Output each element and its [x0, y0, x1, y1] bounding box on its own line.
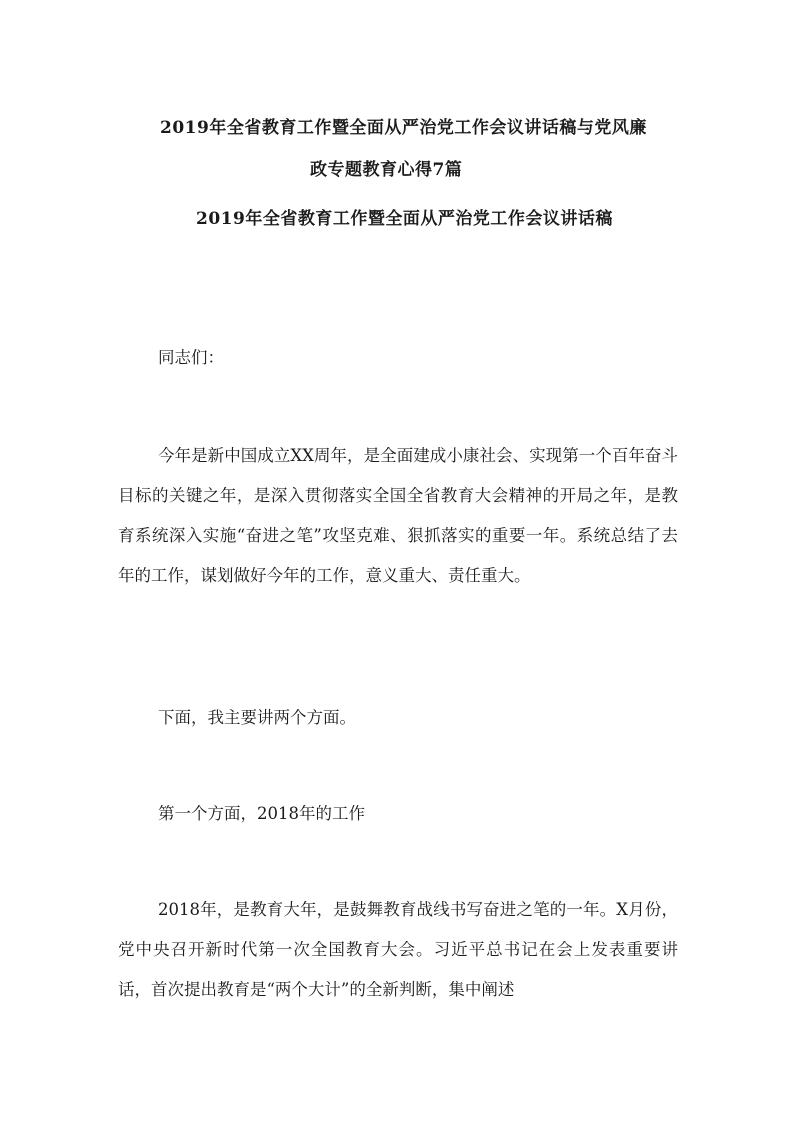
paragraph-next: 下面，我主要讲两个方面。 — [158, 708, 356, 727]
section-heading: 第一个方面，2018年的工作 — [158, 804, 365, 823]
paragraph-intro: 今年是新中国成立XX周年，是全面建成小康社会、实现第一个百年奋斗目标的关键之年，是深入贯彻落实全国全省教育大会精神的开局之年，是教育系统深入实施“奋进之笔”攻坚克难、狠抓落实的重要一年。系统总结了去年的工作，谋划做好今年的工作，意义重大、责任重大。 — [118, 446, 678, 585]
document-title-line2: 政专题教育心得7篇 — [310, 160, 463, 180]
document-subtitle: 2019年全省教育工作暨全面从严治党工作会议讲话稿 — [196, 209, 613, 229]
greeting: 同志们： — [158, 348, 224, 367]
paragraph-2018: 2018年，是教育大年，是鼓舞教育战线书写奋进之笔的一年。X月份，党中央召开新时代第一次全国教育大会。习近平总书记在会上发表重要讲话，首次提出教育是“两个大计”的全新判断，集中阐述 — [118, 900, 678, 999]
document-title-line1: 2019年全省教育工作暨全面从严治党工作会议讲话稿与党风廉 — [160, 118, 647, 138]
